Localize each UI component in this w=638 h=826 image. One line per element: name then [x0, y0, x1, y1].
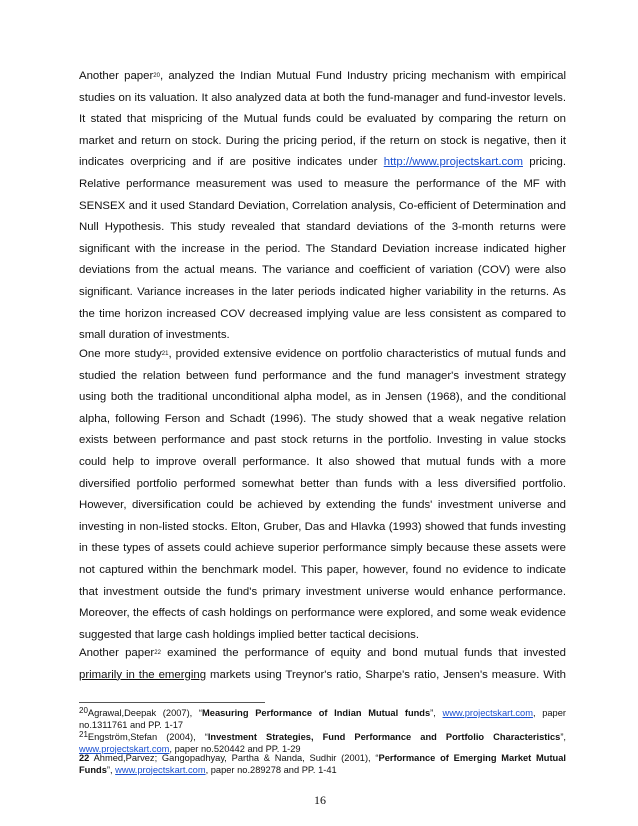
- footnote-line: www.projectskart.com, paper no.520442 and PP. 1-29: [79, 743, 301, 754]
- paragraph-2: [79, 344, 566, 646]
- footnote-number: 20: [79, 706, 88, 715]
- paragraph-line: studied the relation between fund performance and the fund manager's investment strategy: [79, 369, 566, 382]
- paragraph-line: small duration of investments.: [79, 329, 230, 342]
- paragraph-line: deviations from the actual means. The variance and coefficient of variation (COV) were also: [79, 264, 566, 277]
- page-number: 16: [314, 793, 326, 807]
- paragraph-line: diversified portfolio performed somewhat better than funds with a less diversified portfolio.: [79, 477, 566, 490]
- footnote-line: no.1311761 and PP. 1-17: [79, 719, 184, 730]
- footnote-separator: [79, 702, 265, 703]
- paragraph-line: It stated that mispricing of the Mutual funds could be evaluated by comparing the return on: [79, 113, 566, 126]
- paragraph-line: exists between performance and past stock returns in the portfolio. Investing in value stocks: [79, 434, 566, 447]
- footnote-line: 22 Ahmed,Parvez; Gangopadhyay, Partha & Nanda, Sudhir (2001), “Performance of Emerging Market Mutual: [79, 753, 566, 763]
- projectskart-link[interactable]: http://www.projectskart.com: [383, 156, 523, 169]
- paragraph-line: the time horizon increased COV decreased implying value are less consistent as compared to: [79, 307, 566, 320]
- footnote-line: 21Engström,Stefan (2004), “Investment Strategies, Fund Performance and Portfolio Characteristics”,: [79, 730, 567, 742]
- footnote-number: 21: [79, 730, 88, 739]
- paragraph-line: suggested that large cash holdings implied better tactical decisions.: [79, 628, 420, 641]
- paragraph-line: significant with the increase in the period. The Standard Deviation increase indicated higher: [79, 242, 566, 255]
- paragraph-line: primarily in the emerging markets using Treynor's ratio, Sharpe's ratio, Jensen's measure. With: [79, 668, 566, 681]
- footnote-line: Funds”, www.projectskart.com, paper no.289278 and PP. 1-41: [79, 764, 337, 775]
- footnote-line: 20Agrawal,Deepak (2007), “Measuring Performance of Indian Mutual funds”, www.projectskart.com, paper: [79, 706, 566, 718]
- footnote-ref-22[interactable]: 22: [154, 650, 161, 656]
- paragraph-3: [79, 643, 566, 686]
- paragraph-line: in these types of assets could achieve superior performance simply because these assets were: [79, 542, 566, 555]
- paragraph-line: alpha, following Ferson and Schadt (1996). The study showed that a weak negative relation: [79, 412, 566, 425]
- paragraph-line: significant. Variance increases in the later periods indicated higher variability in the returns. As: [79, 285, 566, 298]
- paragraph-line: SENSEX and it used Standard Deviation, Correlation analysis, Co-efficient of Determination and: [79, 199, 566, 212]
- paragraph-line: indicates overpricing and if are positive indicates under http://www.projectskart.com pricing.: [79, 156, 566, 169]
- paragraph-line: investing in non-listed stocks. Elton, Gruber, Das and Hlavka (1993) showed that funds investing: [79, 520, 566, 533]
- footnote-20: [79, 705, 566, 731]
- paragraph-line: Another paper$^{20}$, analyzed the Indian Mutual Fund Industry pricing mechanism with empirical: [79, 70, 566, 82]
- footnote-ref-20[interactable]: 20: [153, 73, 160, 79]
- underlined-phrase: primarily in the emerging: [79, 668, 207, 681]
- paragraph-line: using both the traditional unconditional alpha model, as in Jensen (1968), and the conditional: [79, 391, 566, 404]
- footnote-number: 22: [79, 753, 90, 763]
- footnote-22: [79, 753, 566, 776]
- paragraph-line: Another paper$^{22}$ examined the performance of equity and bond mutual funds that invested: [79, 647, 566, 659]
- paragraph-line: studies on its valuation. It also analyzed data at both the fund-manager and fund-investor levels.: [79, 91, 566, 104]
- paragraph-line: market and return on stock. During the pricing period, if the return on stock is negative, then it: [79, 134, 566, 147]
- footnote-ref-21[interactable]: 21: [161, 351, 169, 357]
- footnote-21: [79, 729, 566, 755]
- footnote-link[interactable]: www.projectskart.com: [115, 764, 206, 775]
- paragraph-line: One more study$^{21}$, provided extensive evidence on portfolio characteristics of mutual funds and: [79, 348, 566, 360]
- paragraph-line: Null Hypothesis. This study revealed that standard deviations of the 3-month returns were: [79, 221, 566, 234]
- paragraph-line: Moreover, the effects of cash holdings on performance were explored, and some weak evidence: [79, 607, 566, 620]
- footnote-link[interactable]: www.projectskart.com: [79, 743, 170, 754]
- paragraph-1: [79, 66, 566, 347]
- paragraph-line: However, diversification could be achieved by extending the funds' investment universe and: [79, 499, 566, 512]
- paragraph-line: that investment outside the fund's primary investment universe would enhance performance.: [79, 585, 566, 598]
- paragraph-line: Relative performance measurement was used to measure the performance of the MF with: [79, 177, 566, 190]
- paragraph-line: not captured within the benchmark model. This paper, however, found no evidence to indicate: [79, 563, 566, 576]
- footnote-link[interactable]: www.projectskart.com: [442, 708, 533, 718]
- paragraph-line: could help to improve overall performance. It also showed that mutual funds with a more: [79, 455, 566, 468]
